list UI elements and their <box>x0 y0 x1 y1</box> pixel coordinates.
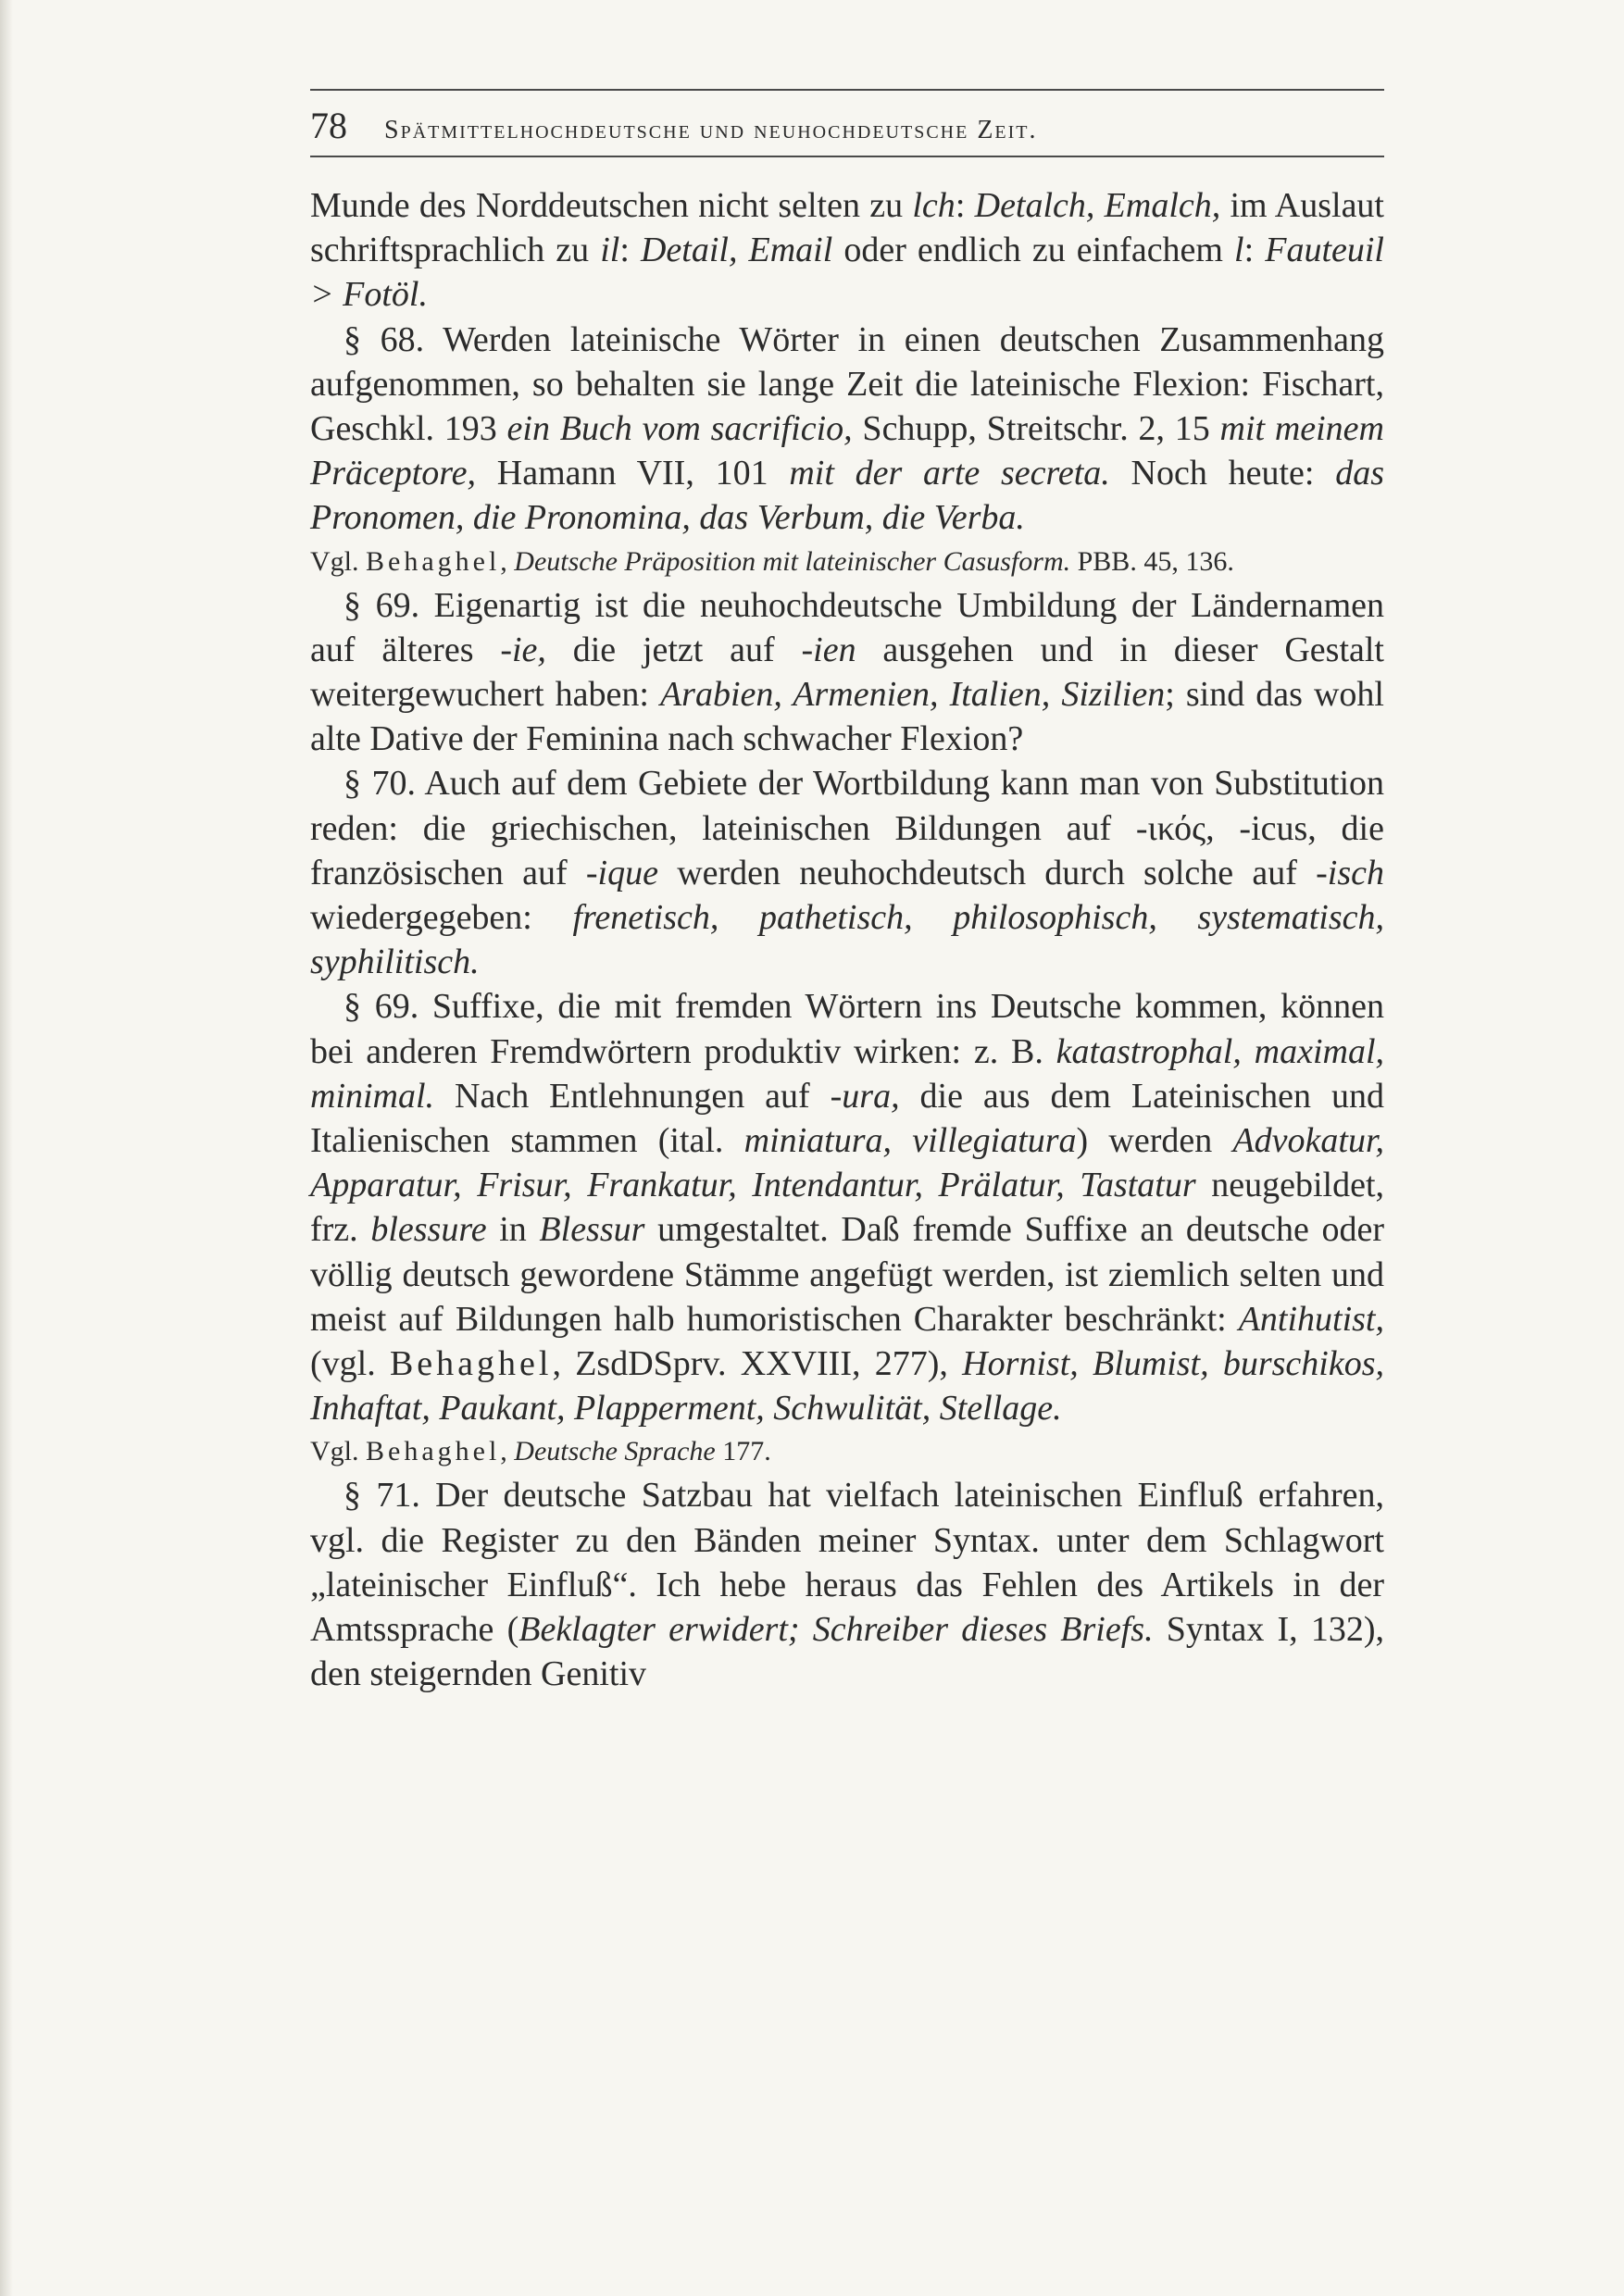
paragraph-68: § 68. Werden lateinische Wörter in einen deutschen Zusammenhang aufgenommen, so behalten sie lange Zeit die lateinische Flexion: Fischart, Geschkl. 193 ein Buch vom sacrificio, Schupp, Streitschr. 2, 15 mit meinem Präceptore, Hamann VII, 101 mit der arte secreta. Noch heute: das Pronomen, die Pronomina, das Verbum, die Verba. <box>310 319 1385 538</box>
page-number: 78 <box>310 105 347 146</box>
header-rule-bottom <box>310 156 1384 157</box>
body-text <box>310 183 1384 1697</box>
running-head-title: Spätmittelhochdeutsche und neuhochdeutsche Zeit. <box>384 116 1038 144</box>
running-header <box>310 89 1384 157</box>
paragraph-69-suffixe: § 69. Suffixe, die mit fremden Wörtern ins Deutsche kommen, können bei anderen Fremdwörtern produktiv wirken: z. B. katastrophal, maximal, minimal. Nach Entlehnungen auf -ura, die aus dem Lateinischen und Italienischen stammen (ital. miniatura, villegiatura) werden Advokatur, Apparatur, Frisur, Frankatur, Intendantur, Prälatur, Tastatur neugebildet, frz. blessure in Blessur umgestaltet. Daß fremde Suffixe an deutsche oder völlig deutsch gewordene Stämme angefügt werden, ist ziemlich selten und meist auf Bildungen halb humoristischen Charakter beschränkt: Antihutist, (vgl. Behaghel, ZsdDSprv. XXVIII, 277), Hornist, Blumist, burschikos, Inhaftat, Paukant, Plapperment, Schwulität, Stellage. <box>310 987 1385 1429</box>
paragraph-71: § 71. Der deutsche Satzbau hat vielfach lateinischen Einfluß erfahren, vgl. die Register zu den Bänden meiner Syntax. unter dem Schlagwort „lateinischer Einfluß“. Ich hebe heraus das Fehlen des Artikels in der Amtssprache (Beklagter erwidert; Schreiber dieses Briefs. Syntax I, 132), den steigernden Genitiv <box>310 1476 1384 1694</box>
paragraph-continuation: Munde des Norddeutschen nicht selten zu lch: Detalch, Emalch, im Auslaut schriftsprachlich zu il: Detail, Email oder endlich zu einfachem l: Fauteuil > Fotöl. <box>310 186 1384 315</box>
footnote-behaghel-praeposition: Vgl. Behaghel, Deutsche Präposition mit lateinischer Casusform. PBB. 45, 136. <box>310 545 1234 577</box>
page-edge-shadow <box>0 0 13 2296</box>
footnote-behaghel-sprache: Vgl. Behaghel, Deutsche Sprache 177. <box>310 1436 771 1467</box>
paragraph-70: § 70. Auch auf dem Gebiete der Wortbildung kann man von Substitution reden: die griechischen, lateinischen Bildungen auf -ικός, -icus, die französischen auf -ique werden neuhochdeutsch durch solche auf -isch wiedergegeben: frenetisch, pathetisch, philosophisch, systematisch, syphilitisch. <box>310 764 1384 982</box>
header-line <box>310 91 1384 156</box>
paragraph-69-laendernamen: § 69. Eigenartig ist die neuhochdeutsche Umbildung der Ländernamen auf älteres -ie, die jetzt auf -ien ausgehen und in dieser Gestalt weitergewuchert haben: Arabien, Armenien, Italien, Sizilien; sind das wohl alte Dative der Feminina nach schwacher Flexion? <box>310 585 1384 759</box>
